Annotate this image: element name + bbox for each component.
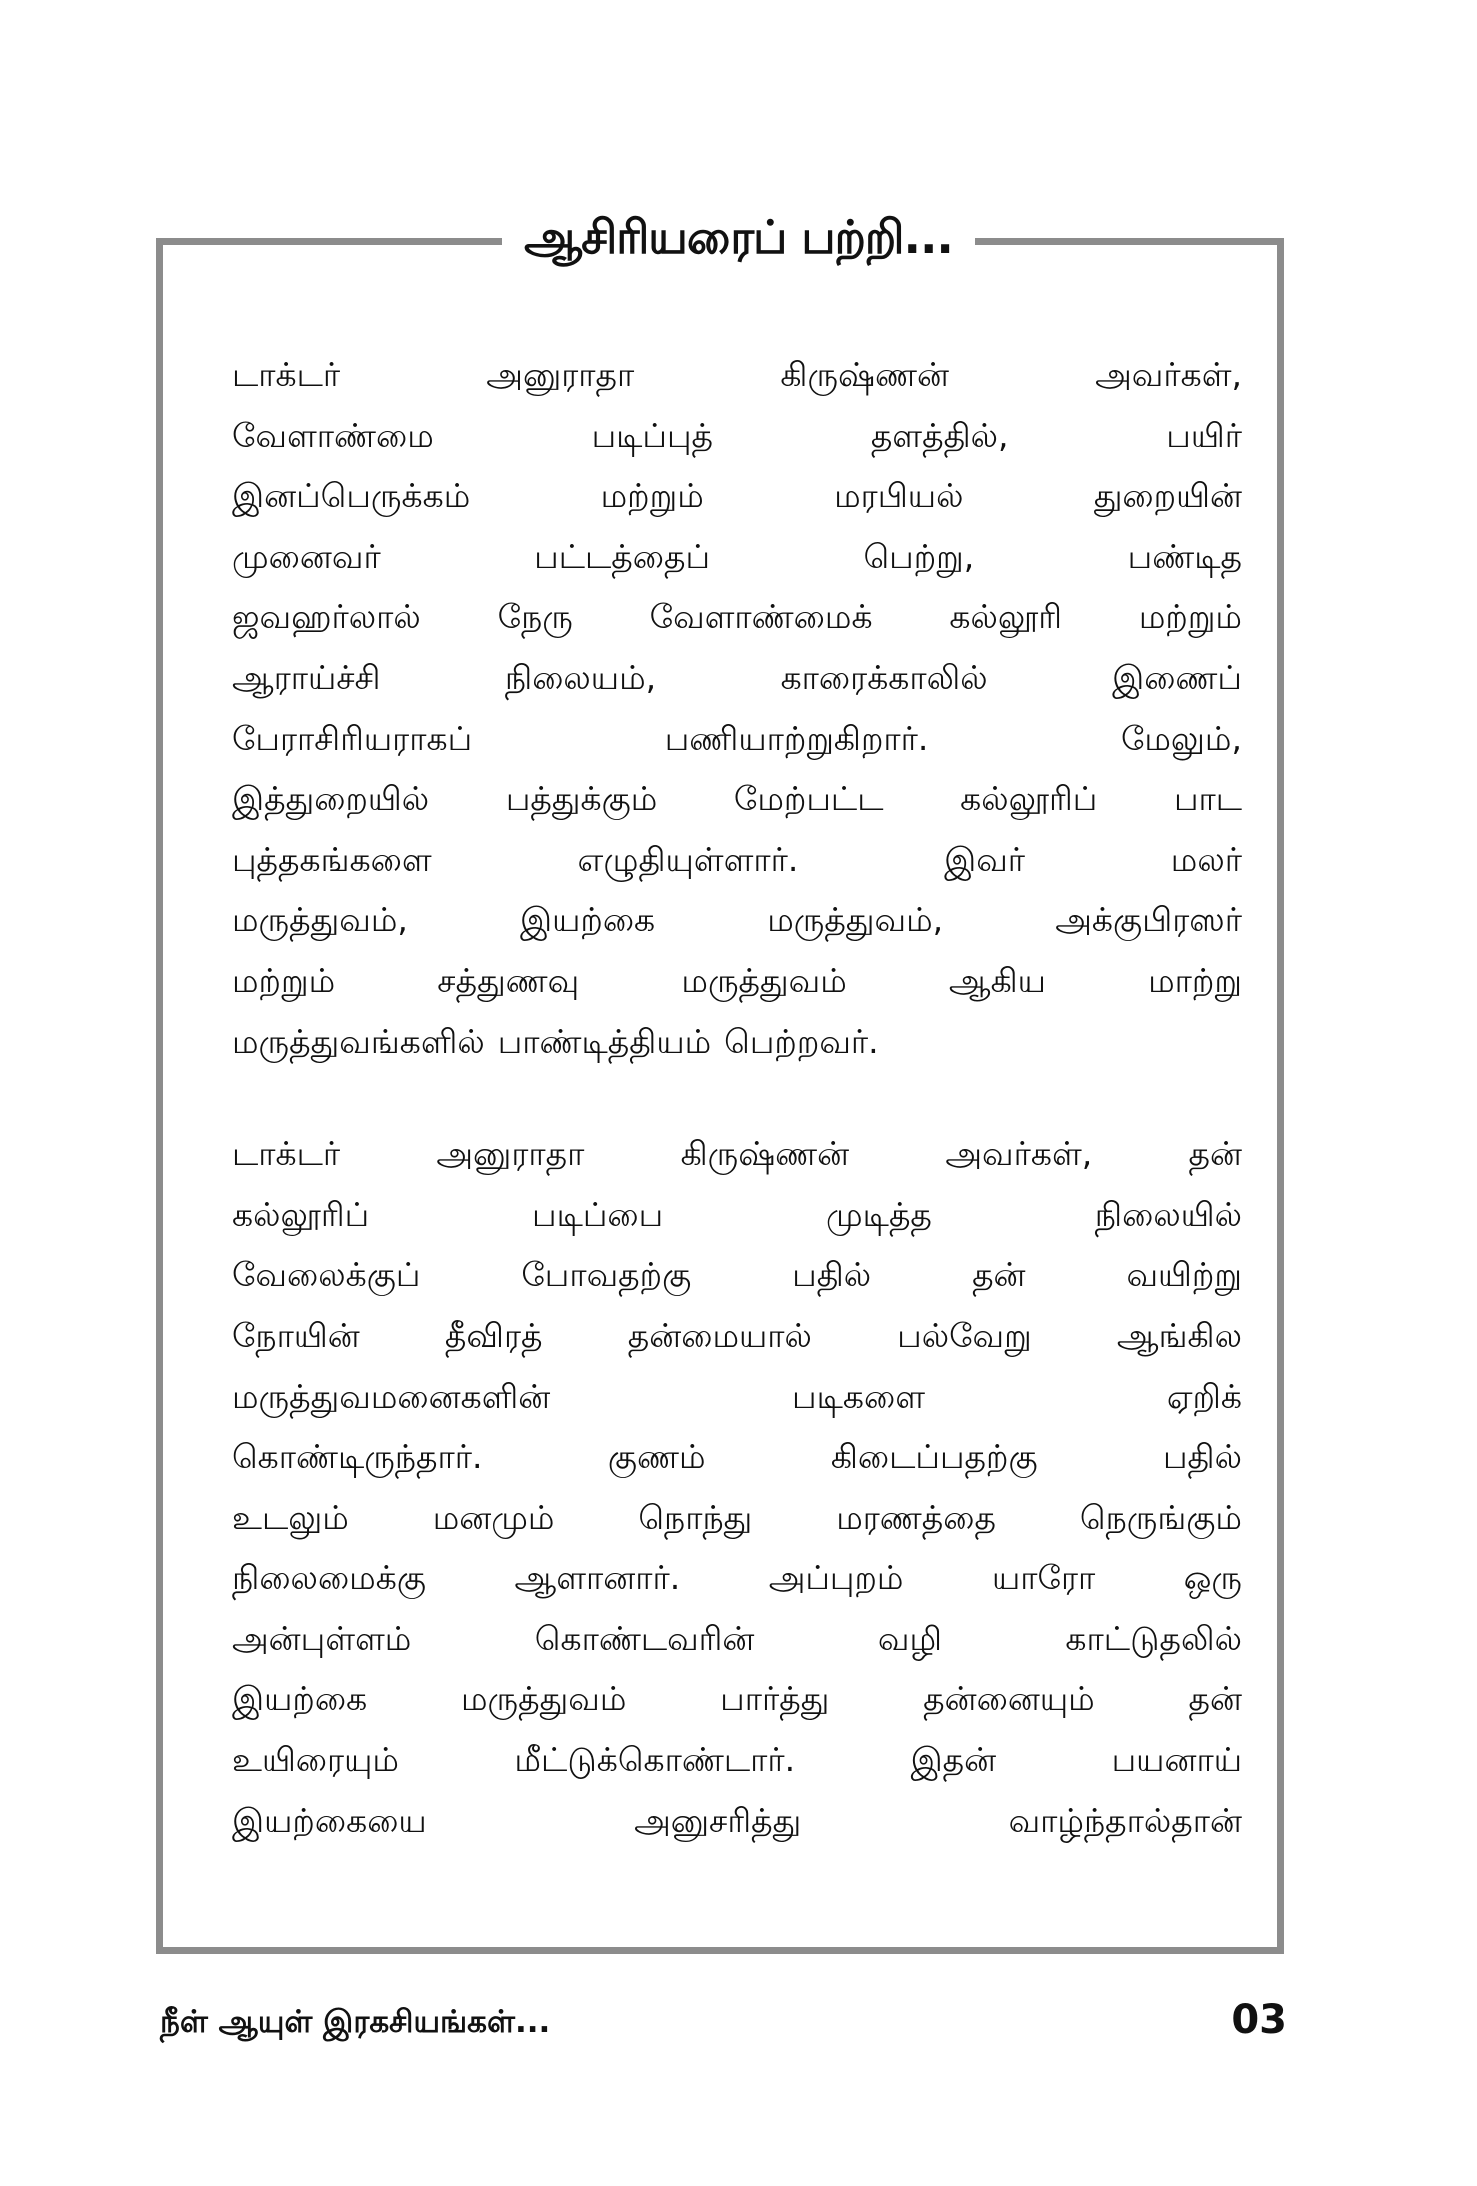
text-line [232, 830, 1242, 891]
text-line [232, 1367, 1242, 1428]
word: இயற்கையை [232, 1800, 427, 1840]
word: தளத்தில், [870, 415, 1009, 455]
word: சத்துணவு [437, 960, 580, 1000]
word: தன் [1188, 1679, 1242, 1719]
word: நேரு [497, 597, 573, 637]
word: அப்புறம் [768, 1558, 904, 1598]
word: உயிரையும் [232, 1740, 399, 1780]
word: தன்னையும் [923, 1679, 1095, 1719]
word: பதில் [792, 1255, 872, 1295]
word: பட்டத்தைப் [534, 536, 711, 576]
book-title: நீள் ஆயுள் இரகசியங்கள்... [160, 2004, 551, 2040]
word: பண்டித [1127, 536, 1242, 576]
word: டாக்டர் [232, 1134, 341, 1174]
word: தன் [972, 1255, 1026, 1295]
word: கிருஷ்ணன் [780, 355, 949, 394]
word: படிகளை [792, 1376, 925, 1416]
text-line [232, 1669, 1242, 1730]
word: அவர்கள், [945, 1134, 1093, 1174]
word: பதில் [1162, 1437, 1242, 1477]
word: பெற்றவர். [724, 1021, 879, 1061]
body-text [232, 345, 1242, 1903]
text-line [232, 587, 1242, 648]
word: மரணத்தை [836, 1497, 996, 1537]
word: தன் [1188, 1134, 1242, 1174]
word: பல்வேறு [897, 1315, 1032, 1355]
word: நொந்து [638, 1497, 753, 1537]
word: அனுசரித்து [634, 1800, 802, 1840]
word: யாரோ [991, 1558, 1096, 1598]
word: இதன் [910, 1740, 997, 1780]
text-line [232, 345, 1242, 406]
word: துறையின் [1093, 476, 1242, 516]
word: ஆராய்ச்சி [232, 657, 381, 697]
word: இவர் [944, 839, 1026, 879]
word: நிலையம், [504, 657, 657, 697]
word: எழுதியுள்ளார். [577, 839, 799, 879]
word: இணைப் [1112, 657, 1242, 697]
word: பாட [1173, 779, 1242, 819]
word: வாழ்ந்தால்தான் [1008, 1800, 1242, 1840]
text-line [232, 1306, 1242, 1367]
word: கிருஷ்ணன் [680, 1134, 850, 1174]
word: மருத்துவம் [681, 960, 847, 1000]
word: மருத்துவம், [767, 900, 944, 940]
page-number: 03 [1231, 1997, 1287, 2043]
word: முனைவர் [232, 536, 381, 576]
text-line [232, 527, 1242, 588]
word: போவதற்கு [521, 1255, 692, 1295]
word: இயற்கை [519, 900, 656, 940]
word: அன்புள்ளம் [232, 1618, 412, 1658]
word: கல்லூரி [949, 597, 1063, 637]
word: மற்றும் [600, 476, 704, 516]
word: மருத்துவமனைகளின் [232, 1376, 551, 1416]
text-line [232, 1488, 1242, 1549]
word: மருத்துவம், [232, 900, 408, 940]
text-line [232, 1609, 1242, 1670]
word: உடலும் [232, 1497, 349, 1537]
word: கொண்டிருந்தார். [232, 1437, 483, 1477]
word: டாக்டர் [232, 355, 341, 394]
word: படிப்பை [532, 1194, 664, 1234]
word: ஜவஹர்லால் [232, 597, 421, 637]
word: காட்டுதலில் [1065, 1618, 1242, 1658]
text-line [232, 1185, 1242, 1246]
word: மரபியல் [834, 476, 964, 516]
word: காரைக்காலில் [780, 657, 988, 697]
word: வயிற்று [1126, 1255, 1242, 1295]
text-line [232, 951, 1242, 1012]
word: பெற்று, [863, 536, 975, 576]
word: மேலும், [1120, 718, 1242, 758]
word: இத்துறையில் [232, 779, 430, 819]
text-line [232, 648, 1242, 709]
word: கொண்டவரின் [534, 1618, 755, 1658]
word: மற்றும் [1138, 597, 1242, 637]
text-line [232, 1124, 1242, 1185]
word: நிலைமைக்கு [232, 1558, 426, 1598]
word: புத்தகங்களை [232, 839, 432, 879]
word: தன்மையால் [627, 1315, 812, 1355]
word: அனுராதா [436, 1134, 585, 1174]
word: குணம் [607, 1437, 706, 1477]
section-title-wrapper [0, 202, 1477, 272]
word: மாற்று [1148, 960, 1242, 1000]
word: படிப்புத் [591, 415, 714, 455]
text-line [232, 1427, 1242, 1488]
text-line [232, 1730, 1242, 1791]
text-line [232, 466, 1242, 527]
word: ஆங்கில [1116, 1315, 1242, 1355]
paragraph-1 [232, 345, 1242, 1072]
word: இனப்பெருக்கம் [232, 476, 471, 516]
word: நெருங்கும் [1079, 1497, 1242, 1537]
text-line [232, 406, 1242, 467]
text-line [232, 769, 1242, 830]
word: இயற்கை [232, 1679, 368, 1719]
text-line [232, 1791, 1242, 1852]
word: கல்லூரிப் [960, 779, 1098, 819]
word: பாண்டித்தியம் [497, 1021, 712, 1061]
word: பத்துக்கும் [505, 779, 658, 819]
word: அனுராதா [486, 355, 635, 394]
word: முடித்த [826, 1194, 932, 1234]
word: கல்லூரிப் [232, 1194, 370, 1234]
text-line [232, 890, 1242, 951]
word: மலர் [1170, 839, 1242, 879]
word: மேற்பட்ட [733, 779, 884, 819]
word: வழி [877, 1618, 942, 1658]
word: மனமும் [432, 1497, 555, 1537]
word: நிலையில் [1094, 1194, 1242, 1234]
word: ஒரு [1183, 1558, 1242, 1598]
word: நோயின் [232, 1315, 360, 1355]
word: பயிர் [1166, 415, 1242, 455]
text-line [232, 709, 1242, 770]
section-title: ஆசிரியரைப் பற்றி... [502, 202, 975, 272]
word: மீட்டுக்கொண்டார். [514, 1740, 796, 1780]
word: மற்றும் [232, 960, 336, 1000]
word: கிடைப்பதற்கு [830, 1437, 1038, 1477]
word: தீவிரத் [444, 1315, 543, 1355]
text-line [232, 1548, 1242, 1609]
word: அக்குபிரஸர் [1055, 900, 1242, 940]
word: ஆகிய [948, 960, 1046, 1000]
word: வேளாண்மை [232, 415, 434, 455]
word: ஆளானார். [514, 1558, 681, 1598]
word: அவர்கள், [1095, 355, 1242, 394]
word: மருத்துவம் [460, 1679, 627, 1719]
word: பேராசிரியராகப் [232, 718, 473, 758]
text-line [232, 1012, 1242, 1073]
word: பயனாய் [1111, 1740, 1242, 1780]
word: மருத்துவங்களில் [232, 1021, 485, 1061]
word: வேளாண்மைக் [649, 597, 873, 637]
paragraph-2 [232, 1124, 1242, 1851]
word: பணியாற்றுகிறார். [664, 718, 929, 758]
word: பார்த்து [720, 1679, 830, 1719]
word: ஏறிக் [1166, 1376, 1242, 1416]
word: வேலைக்குப் [232, 1255, 421, 1295]
text-line [232, 1245, 1242, 1306]
